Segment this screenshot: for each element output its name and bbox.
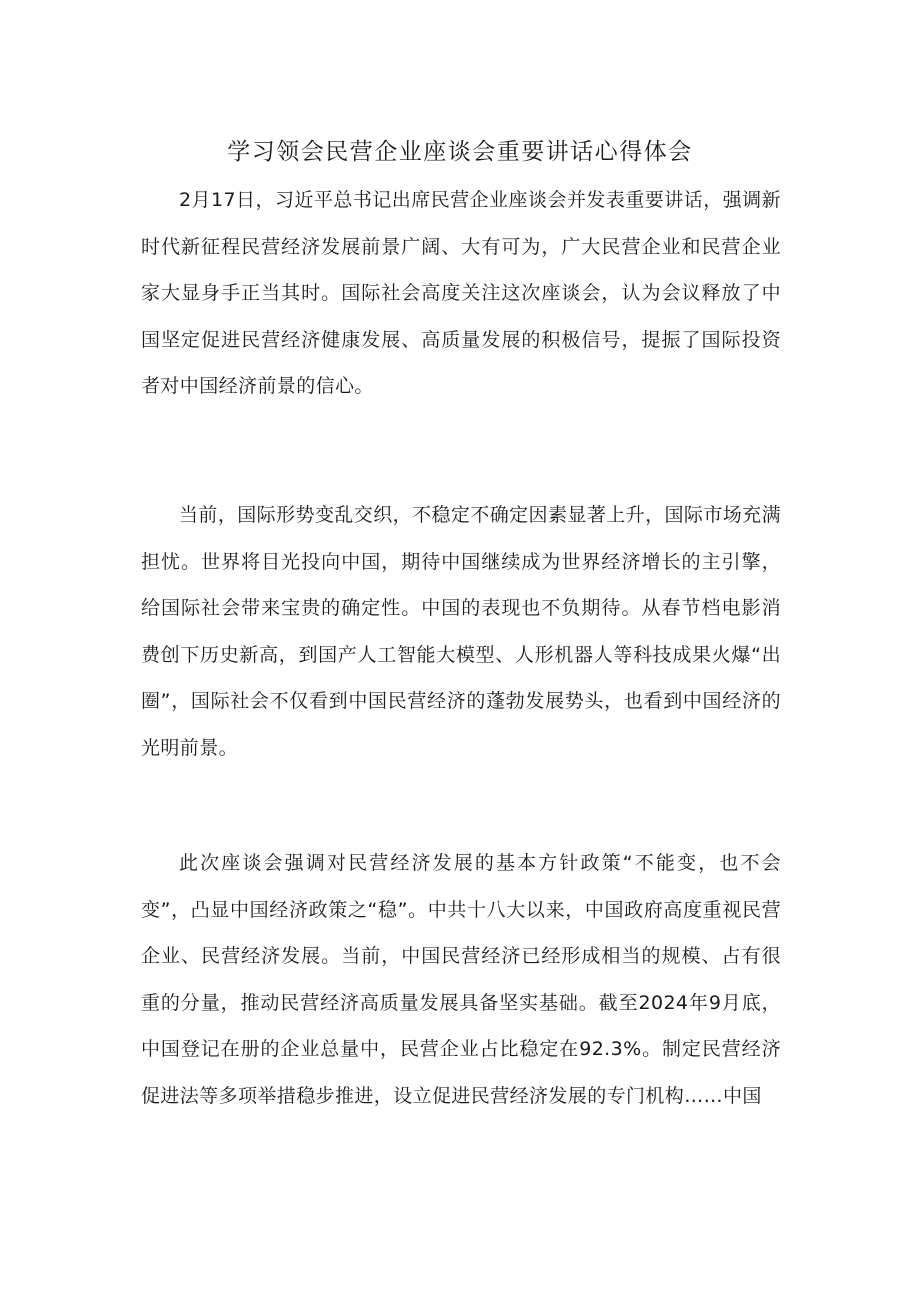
paragraph-3: 此次座谈会强调对民营经济发展的基本方针政策“不能变，也不会变”，凸显中国经济政策之“稳”。中共十八大以来，中国政府高度重视民营企业、民营经济发展。当前，中国民营经济已经形成相当的规模、占有很重的分量，推动民营经济高质量发展具备坚实基础。截至2024年9月底，中国登记在册的企业总量中，民营企业占比稳定在92.3%。制定民营经济促进法等多项举措稳步推进，设立促进民营经济发展的专门机构……中国 <box>141 852 781 1107</box>
document-title: 学习领会民营企业座谈会重要讲话心得体会 <box>227 139 693 165</box>
paragraph-1: 2月17日，习近平总书记出席民营企业座谈会并发表重要讲话，强调新时代新征程民营经济发展前景广阔、大有可为，广大民营企业和民营企业家大显身手正当其时。国际社会高度关注这次座谈会，认为会议释放了中国坚定促进民营经济健康发展、高质量发展的积极信号，提振了国际投资者对中国经济前景的信心。 <box>141 189 781 397</box>
paragraph-2: 当前，国际形势变乱交织，不稳定不确定因素显著上升，国际市场充满担忧。世界将目光投向中国，期待中国继续成为世界经济增长的主引擎，给国际社会带来宝贵的确定性。中国的表现也不负期待。从春节档电影消费创下历史新高，到国产人工智能大模型、人形机器人等科技成果火爆“出圈”，国际社会不仅看到中国民营经济的蓬勃发展势头，也看到中国经济的光明前景。 <box>141 504 781 759</box>
